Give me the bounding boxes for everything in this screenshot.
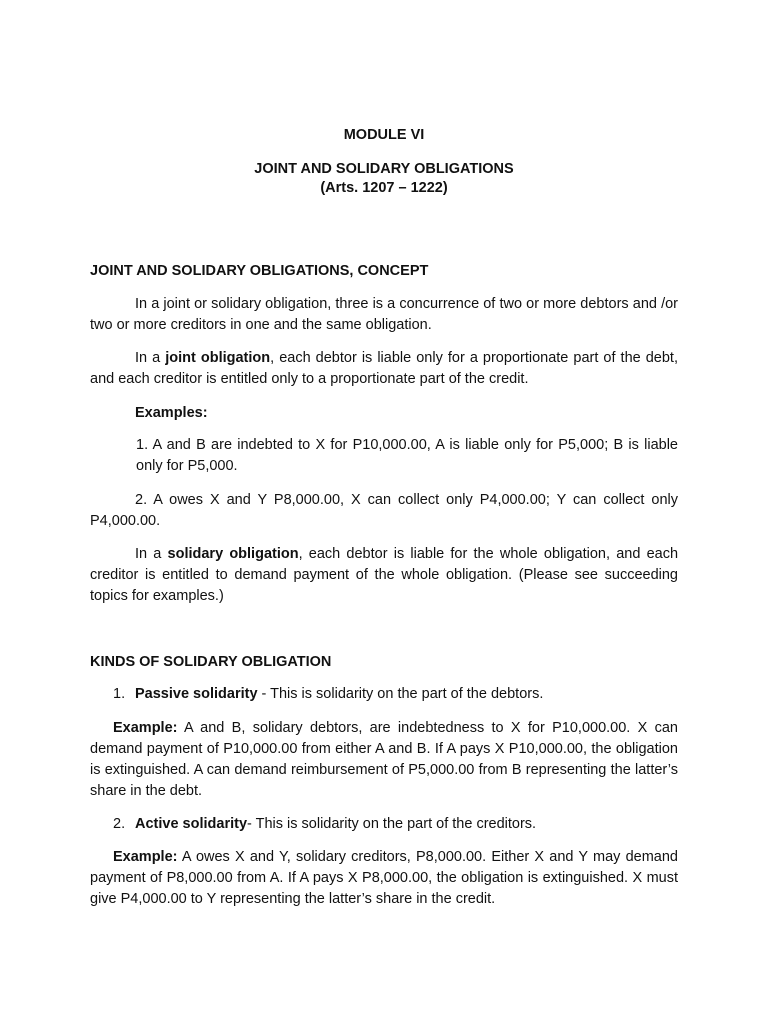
module-articles: (Arts. 1207 – 1222) (320, 180, 448, 196)
solidary-post-text: , each debtor is liable for the whole obligation, and each creditor is entitled to demand payment of the whole obligation. (Please see succeeding topics for examples.) (90, 546, 679, 604)
module-subtitle: JOINT AND SOLIDARY OBLIGATIONS (254, 161, 514, 177)
examples-label: Examples: (135, 405, 208, 421)
active-example-text: A owes X and Y, solidary creditors, P8,000.00. Either X and Y may demand payment of P8,000.00 from A. If A pays X P8,000.00, the obligation is extinguished. X must give P4,000.00 to Y representing the latter’s share in the credit. (90, 849, 678, 907)
active-solidarity-term: Active solidarity (135, 816, 248, 832)
joint-post-text: , each debtor is liable only for a proportionate part of the debt, and each creditor is entitled only to a proportionate part of the credit. (90, 350, 678, 387)
list-item-active (113, 814, 536, 835)
passive-solidarity-term: Passive solidarity (135, 686, 258, 702)
module-title: MODULE VI (343, 127, 425, 143)
list-number: 1. (113, 686, 126, 702)
joint-obligation-term: joint obligation (165, 350, 271, 366)
solidary-pre-text: In a (135, 546, 168, 562)
list-item-passive (113, 684, 543, 705)
solidary-obligation-term: solidary obligation (167, 546, 299, 562)
example-label: Example: (113, 849, 178, 865)
kinds-heading: KINDS OF SOLIDARY OBLIGATION (90, 654, 332, 670)
passive-example-paragraph (90, 718, 678, 802)
active-example-paragraph (90, 847, 678, 910)
list-number: 2. (113, 816, 126, 832)
concept-intro-paragraph: In a joint or solidary obligation, three is a concurrence of two or more debtors and /or two or more creditors in one and the same obligation. (90, 296, 678, 333)
example-2: 2. A owes X and Y P8,000.00, X can collect only P4,000.00; Y can collect only P4,000.00. (90, 492, 678, 529)
concept-heading: JOINT AND SOLIDARY OBLIGATIONS, CONCEPT (90, 263, 429, 279)
example-1: 1. A and B are indebted to X for P10,000.00, A is liable only for P5,000; B is liable only for P5,000. (136, 437, 678, 474)
passive-solidarity-text: - This is solidarity on the part of the debtors. (257, 686, 544, 702)
example-label: Example: (113, 720, 178, 736)
joint-pre-text: In a (135, 350, 166, 366)
passive-example-text: A and B, solidary debtors, are indebtedness to X for P10,000.00. X can demand payment of P10,000.00 from either A and B. If A pays X P10,000.00, the obligation is extinguished. A can demand reimbursement of P5,000.00 from B representing the latter’s share in the debt. (90, 720, 678, 799)
solidary-obligation-paragraph (90, 544, 678, 607)
active-solidarity-text: - This is solidarity on the part of the creditors. (247, 816, 537, 832)
joint-obligation-paragraph (90, 348, 678, 390)
